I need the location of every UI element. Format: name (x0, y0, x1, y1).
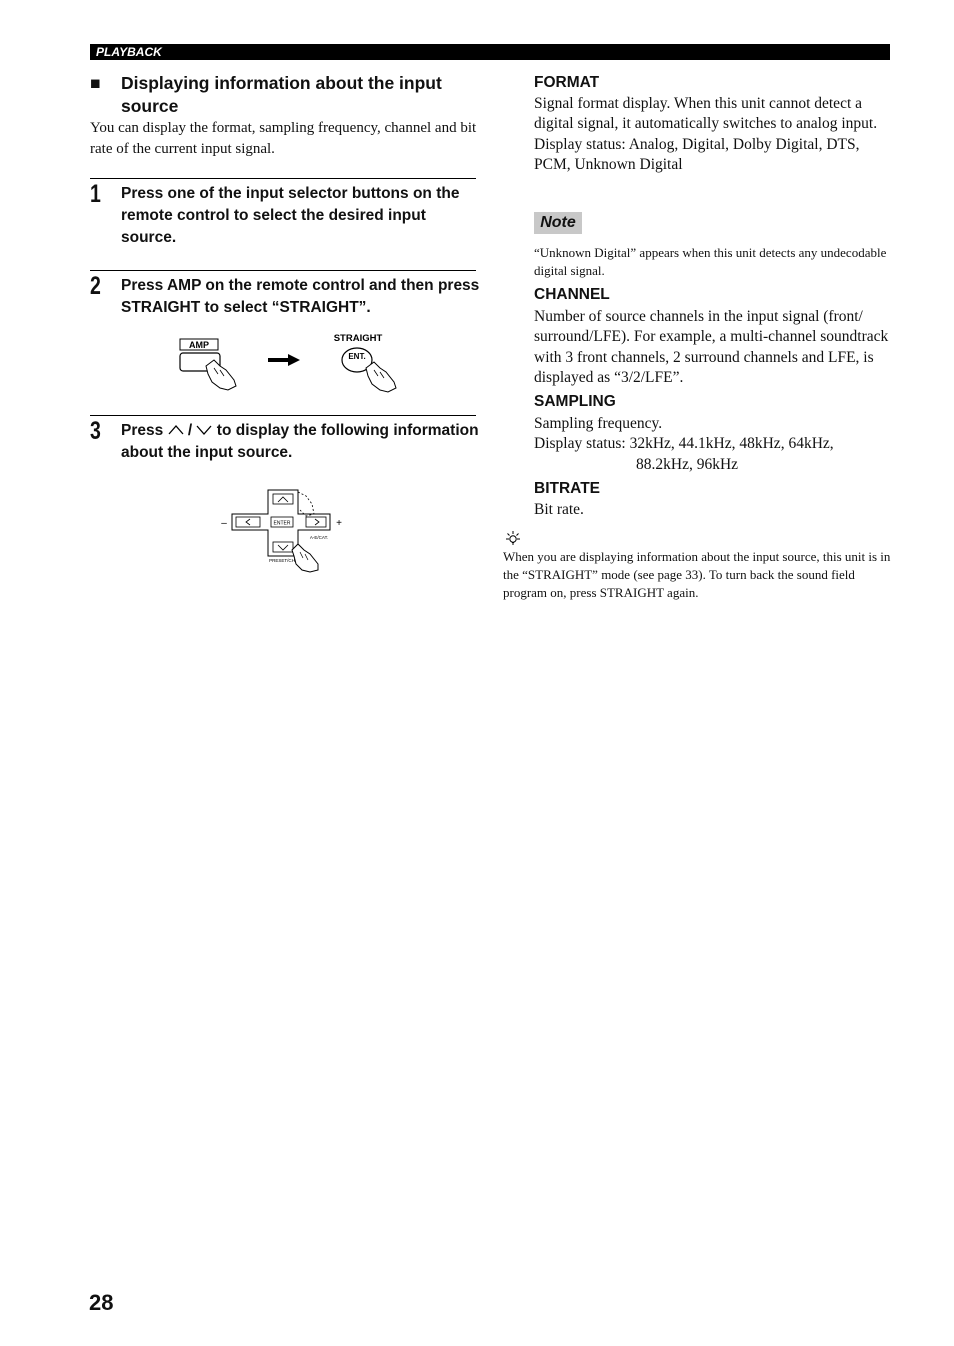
section-title-text: Displaying information about the input source (121, 73, 442, 116)
step-2-text: Press AMP on the remote control and then press STRAIGHT to select “STRAIGHT”. (121, 277, 480, 316)
format-status: Display status: Analog, Digital, Dolby Digital, DTS, PCM, Unknown Digital (534, 135, 860, 173)
step-number: 1 (90, 180, 101, 208)
section-bullet: ■ (90, 73, 101, 93)
up-cursor-icon (168, 424, 184, 436)
bitrate-body: Bit rate. (534, 501, 584, 518)
format-body (534, 94, 894, 175)
sampling-status-line1: 32kHz, 44.1kHz, 48kHz, 64kHz, (629, 435, 834, 453)
sampling-body (534, 414, 894, 475)
step-3-press: Press (121, 422, 164, 439)
bitrate-heading: BITRATE (534, 480, 601, 497)
amp-label: AMP (189, 340, 209, 350)
down-cursor-icon (196, 424, 212, 436)
note-badge: Note (534, 212, 582, 234)
channel-body: Number of source channels in the input signal (front/ surround/LFE). For example, a multi-channel soundtrack with 3 front channels, 2 surround channels and LFE, is displayed as “3/2/LFE”. (534, 308, 889, 386)
intro-paragraph: You can display the format, sampling frequency, channel and bit rate of the current input signal. (90, 120, 477, 157)
sampling-description: Sampling frequency. (534, 415, 663, 432)
tip-text: When you are displaying information about the input source, this unit is in the “STRAIGHT” mode (see page 33). To turn back the sound field program on, press STRAIGHT again. (503, 549, 891, 601)
cursor-pad-illustration (218, 486, 353, 574)
enter-label: ENTER (273, 520, 291, 527)
sampling-status-line2: 88.2kHz, 96kHz (636, 455, 739, 473)
sampling-status-label: Display status: (534, 435, 626, 453)
plus-label: + (336, 518, 342, 529)
step-number: 3 (90, 417, 101, 445)
step-number: 2 (90, 272, 101, 300)
category-label: A-E/CAT. (309, 535, 329, 540)
section-title (90, 72, 480, 118)
divider (90, 270, 476, 271)
divider (90, 415, 476, 416)
format-description: Signal format display. When this unit cannot detect a digital signal, it automatically switches to analog input. (534, 95, 878, 133)
sampling-status (534, 434, 894, 475)
format-heading: FORMAT (534, 74, 600, 91)
note-text: “Unknown Digital” appears when this unit detects any undecodable digital signal. (534, 245, 887, 279)
channel-heading: CHANNEL (534, 286, 610, 303)
section-label: PLAYBACK (96, 45, 162, 59)
amp-straight-illustration (170, 328, 410, 396)
minus-label: – (221, 518, 227, 529)
step-3-text-rest: to display the following information about the input source. (121, 422, 479, 461)
lightbulb-icon (503, 530, 523, 546)
step-3-text (121, 420, 481, 464)
straight-label: STRAIGHT (333, 333, 383, 344)
preset-label: PRESET/CH (269, 558, 295, 563)
header-bar (90, 44, 890, 60)
sampling-heading: SAMPLING (534, 393, 616, 410)
divider (90, 178, 476, 179)
page-number: 28 (89, 1290, 114, 1315)
step-1-text: Press one of the input selector buttons on the remote control to select the desired input source. (121, 185, 460, 246)
ent-label: ENT. (348, 352, 366, 361)
step-3-slash: / (187, 422, 193, 439)
